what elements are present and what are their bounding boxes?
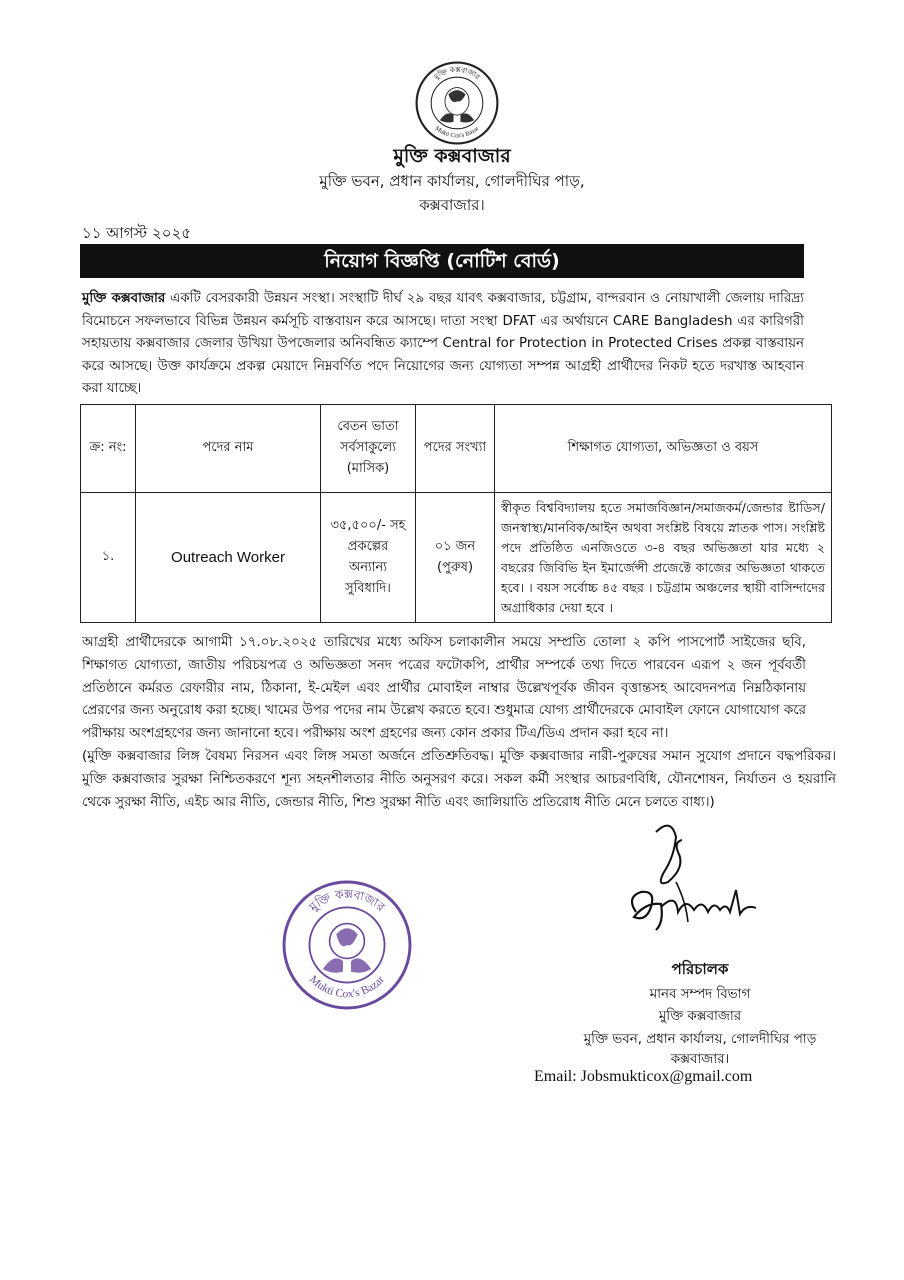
notice-banner: নিয়োগ বিজ্ঞপ্তি (নোটিশ বোর্ড) [80,244,804,278]
intro-text: একটি বেসরকারী উন্নয়ন সংস্থা। সংস্থাটি দীর্ঘ ২৯ বছর যাবৎ কক্সবাজার, চট্টগ্রাম, বান্দরবান ও নোয়াখালী জেলায় দারিদ্র্য বিমোচনে সফলভাবে বিভিন্ন উন্নয়ন কর্মসূচি বাস্তবায়ন করে আসছে। দাতা সংস্থা DFAT এর অর্থায়নে CARE Bangladesh এর কারিগরী সহায়তায় কক্সবাজার জেলার উখিয়া উপজেলার অনিবন্ধিত ক্যাম্পে Central for Protection in Protected Crises প্রকল্প বাস্তবায়ন করে আসছে। উক্ত কার্যক্রমে প্রকল্প মেয়াদে নিম্নবর্ণিত পদে নিয়োগের জন্য যোগ্যতা সম্পন্ন আগ্রহী প্রার্থীদের নিকট হতে দরখাস্ত আহবান করা যাচ্ছে। [82,291,804,397]
row-salary: ৩৫,৫০০/- সহ প্রকল্পের অন্যান্য সুবিধাদি। [321,493,416,623]
seal-text-top: মুক্তি কক্সবাজার [306,886,388,915]
org-name: মুক্তি কক্সবাজার [393,145,511,167]
signatory-address-line1: মুক্তি ভবন, প্রধান কার্যালয়, গোলদীঘির পাড় [583,1032,817,1047]
logo-text-bottom: Mukti Cox's Bazar [433,124,481,140]
svg-text:Mukti Cox's Bazar [434,124,481,139]
signatory-address-line2: কক্সবাজার। [670,1052,730,1067]
intro-org-name: মুক্তি কক্সবাজার [82,291,166,306]
posts-table [80,404,832,623]
svg-text:Mukti Cox's Bazar [307,974,387,1001]
svg-text:মুক্তি কক্সবাজার [306,887,388,915]
seal-text-bottom: Mukti Cox's Bazar [307,973,387,1001]
contact-email: Email: Jobsmukticox@gmail.com [534,1068,753,1085]
mukti-logo-icon [414,60,500,146]
header-serial: ক্র: নং: [81,405,136,493]
row-serial: ১. [81,493,136,623]
org-address-line1: মুক্তি ভবন, প্রধান কার্যালয়, গোলদীঘির পাড়, [319,172,585,190]
table-header-row [81,405,832,493]
logo-text-top: মুক্তি কক্সবাজার [432,64,482,82]
org-address-line2: কক্সবাজার। [419,196,485,214]
signatory-org: মুক্তি কক্সবাজার [658,1009,742,1024]
header-post-name: পদের নাম [136,405,321,493]
header-salary: বেতন ভাতা সর্বসাকুল্যে (মাসিক) [321,405,416,493]
organization-seal-icon [280,878,414,1012]
signatory-title: পরিচালক [671,960,729,978]
table-row [81,493,832,623]
row-requirements: স্বীকৃত বিশ্ববিদ্যালয় হতে সমাজবিজ্ঞান/সমাজকর্ম/জেন্ডার ষ্টাডিস/জনস্বাস্থ্য/মানবিক/আইন অথবা সংশ্লিষ্ট বিষয়ে স্নাতক পাস। সংশ্লিষ্ট পদে প্রতিষ্ঠিত এনজিওতে ৩-৪ বছর অভিজ্ঞতা যার মধ্যে ২ বছরের জিবিভি ইন ইমার্জেন্সী প্রজেক্টে কাজের অভিজ্ঞতা থাকতে হবে। । বয়স সর্বোচ্চ ৪৫ বছর । চট্টগ্রাম অঞ্চলের স্থায়ী বাসিন্দাদের অগ্রাধিকার দেয়া হবে । [495,493,832,623]
signature-icon [616,812,776,952]
notice-date: ১১ আগস্ট ২০২৫ [82,224,191,242]
row-post-name: Outreach Worker [136,493,321,623]
application-instructions: আগ্রহী প্রার্থীদেরকে আগামী ১৭.০৮.২০২৫ তারিখের মধ্যে অফিস চলাকালীন সময়ে সম্প্রতি তোলা ২ কপি পাসপোর্ট সাইজের ছবি, শিক্ষাগত যোগ্যতা, জাতীয় পরিচয়পত্র ও অভিজ্ঞতা সনদ পত্রের ফটোকপি, প্রার্থীর সম্পর্কে তথ্য দিতে পারবেন এরূপ ২ জন পূর্ববর্তী প্রতিষ্ঠানে কর্মরত রেফারীর নাম, ঠিকানা, ই-মেইল এবং প্রার্থীর মোবাইল নাম্বার উল্লেখপূর্বক জীবন বৃত্তান্তসহ আবেদনপত্র নিম্নঠিকানায় প্রেরণের জন্য অনুরোধ করা হচ্ছে। খামের উপর পদের নাম উল্লেখ করতে হবে। শুধুমাত্র যোগ্য প্রার্থীদেরকে মোবাইল ফোনে যোগাযোগ করে পরীক্ষায় অংশগ্রহণের জন্য জানানো হবে। পরীক্ষায় অংশ গ্রহণের জন্য কোন প্রকার টিএ/ডিএ প্রদান করা হবে না। [82,635,806,742]
intro-paragraph [82,288,804,401]
row-count: ০১ জন (পুরুষ) [416,493,495,623]
policy-statement: (মুক্তি কক্সবাজার লিঙ্গ বৈষম্য নিরসন এবং লিঙ্গ সমতা অর্জনে প্রতিশ্রুতিবদ্ধ। মুক্তি কক্সবাজার নারী-পুরুষের সমান সুযোগ প্রদানে বদ্ধপরিকর। মুক্তি কক্সবাজার সুরক্ষা নিশ্চিতকরণে শূন্য সহনশীলতার নীতি অনুসরণ করে। সকল কর্মী সংস্থার আচরণবিধি, যৌনশোষন, নির্যাতন ও হয়রানি থেকে সুরক্ষা নীতি, এইচ আর নীতি, জেন্ডার নীতি, শিশু সুরক্ষা নীতি এবং জালিয়াতি প্রতিরোধ নীতি মেনে চলতে বাধ্য।) [82,749,836,810]
header-count: পদের সংখ্যা [416,405,495,493]
signatory-department: মানব সম্পদ বিভাগ [649,987,751,1002]
header-requirements: শিক্ষাগত যোগ্যতা, অভিজ্ঞতা ও বয়স [495,405,832,493]
